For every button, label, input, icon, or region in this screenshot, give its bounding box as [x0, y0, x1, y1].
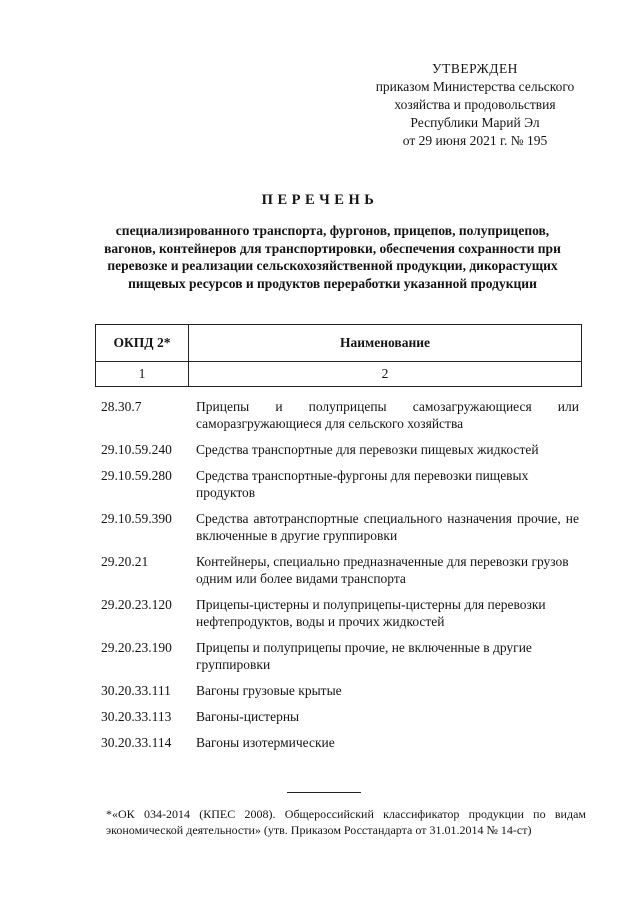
table-body — [101, 398, 579, 751]
approval-heading: УТВЕРЖДЕН — [432, 61, 518, 76]
table-row — [101, 708, 579, 725]
row-code: 29.10.59.390 — [101, 511, 172, 526]
row-name: Средства транспортные-фургоны для перевозки пищевых продуктов — [196, 468, 529, 500]
document-subtitle: специализированного транспорта, фургонов, прицепов, полуприцепов, вагонов, контейнеров для транспортировки, обеспечения сохранности при перевозке и реализации сельскохозяйственной продукции, дикорастущих пищевых ресурсов и продуктов переработки указанной продукции — [104, 223, 561, 291]
approval-line: приказом Министерства сельского — [375, 79, 575, 94]
table-row — [101, 510, 579, 544]
row-name: Прицепы и полуприцепы прочие, не включенные в другие группировки — [196, 640, 532, 672]
document-title: ПЕРЕЧЕНЬ — [261, 192, 379, 208]
footnote: *«ОК 034-2014 (КПЕС 2008). Общероссийский классификатор продукции по видам экономической деятельности» (утв. Приказом Росстандарта от 31.01.2014 № 14-ст) — [106, 807, 586, 837]
column-number-code: 1 — [96, 362, 189, 387]
table-row — [101, 682, 579, 699]
row-name: Контейнеры, специально предназначенные для перевозки грузов одним или более видами транспорта — [196, 554, 569, 586]
row-code: 30.20.33.114 — [101, 735, 172, 750]
row-name: Вагоны грузовые крытые — [196, 683, 342, 698]
footnote-separator — [287, 792, 361, 793]
table-row — [101, 441, 579, 458]
row-code: 30.20.33.111 — [101, 683, 171, 698]
approval-date: от 29 июня 2021 г. № 195 — [402, 133, 548, 148]
row-code: 29.20.23.190 — [101, 640, 172, 655]
approval-line: хозяйства и продовольствия — [394, 97, 556, 112]
table-row — [101, 639, 579, 673]
row-name: Вагоны-цистерны — [196, 709, 300, 724]
row-name: Прицепы и полуприцепы самозагружающиеся или саморазгружающиеся для сельского хозяйства — [196, 399, 579, 431]
row-code: 29.10.59.280 — [101, 468, 172, 483]
row-code: 29.20.21 — [101, 554, 149, 569]
row-code: 29.20.23.120 — [101, 597, 172, 612]
row-name: Вагоны изотермические — [196, 735, 335, 750]
row-name: Средства транспортные для перевозки пищевых жидкостей — [196, 442, 539, 457]
row-code: 30.20.33.113 — [101, 709, 172, 724]
row-code: 28.30.7 — [101, 399, 142, 414]
row-name: Средства автотранспортные специального назначения прочие, не включенные в другие группировки — [196, 511, 579, 543]
table-row — [101, 553, 579, 587]
table-row — [101, 398, 579, 432]
table-row — [101, 734, 579, 751]
table-row — [101, 596, 579, 630]
row-code: 29.10.59.240 — [101, 442, 172, 457]
approval-stamp — [350, 60, 600, 150]
table-header — [95, 324, 582, 387]
table-row — [101, 467, 579, 501]
column-number-name: 2 — [189, 362, 582, 387]
row-name: Прицепы-цистерны и полуприцепы-цистерны для перевозки нефтепродуктов, воды и прочих жидкостей — [196, 597, 546, 629]
column-header-code: ОКПД 2* — [96, 325, 189, 362]
column-header-name: Наименование — [189, 325, 582, 362]
approval-line: Республики Марий Эл — [410, 115, 540, 130]
